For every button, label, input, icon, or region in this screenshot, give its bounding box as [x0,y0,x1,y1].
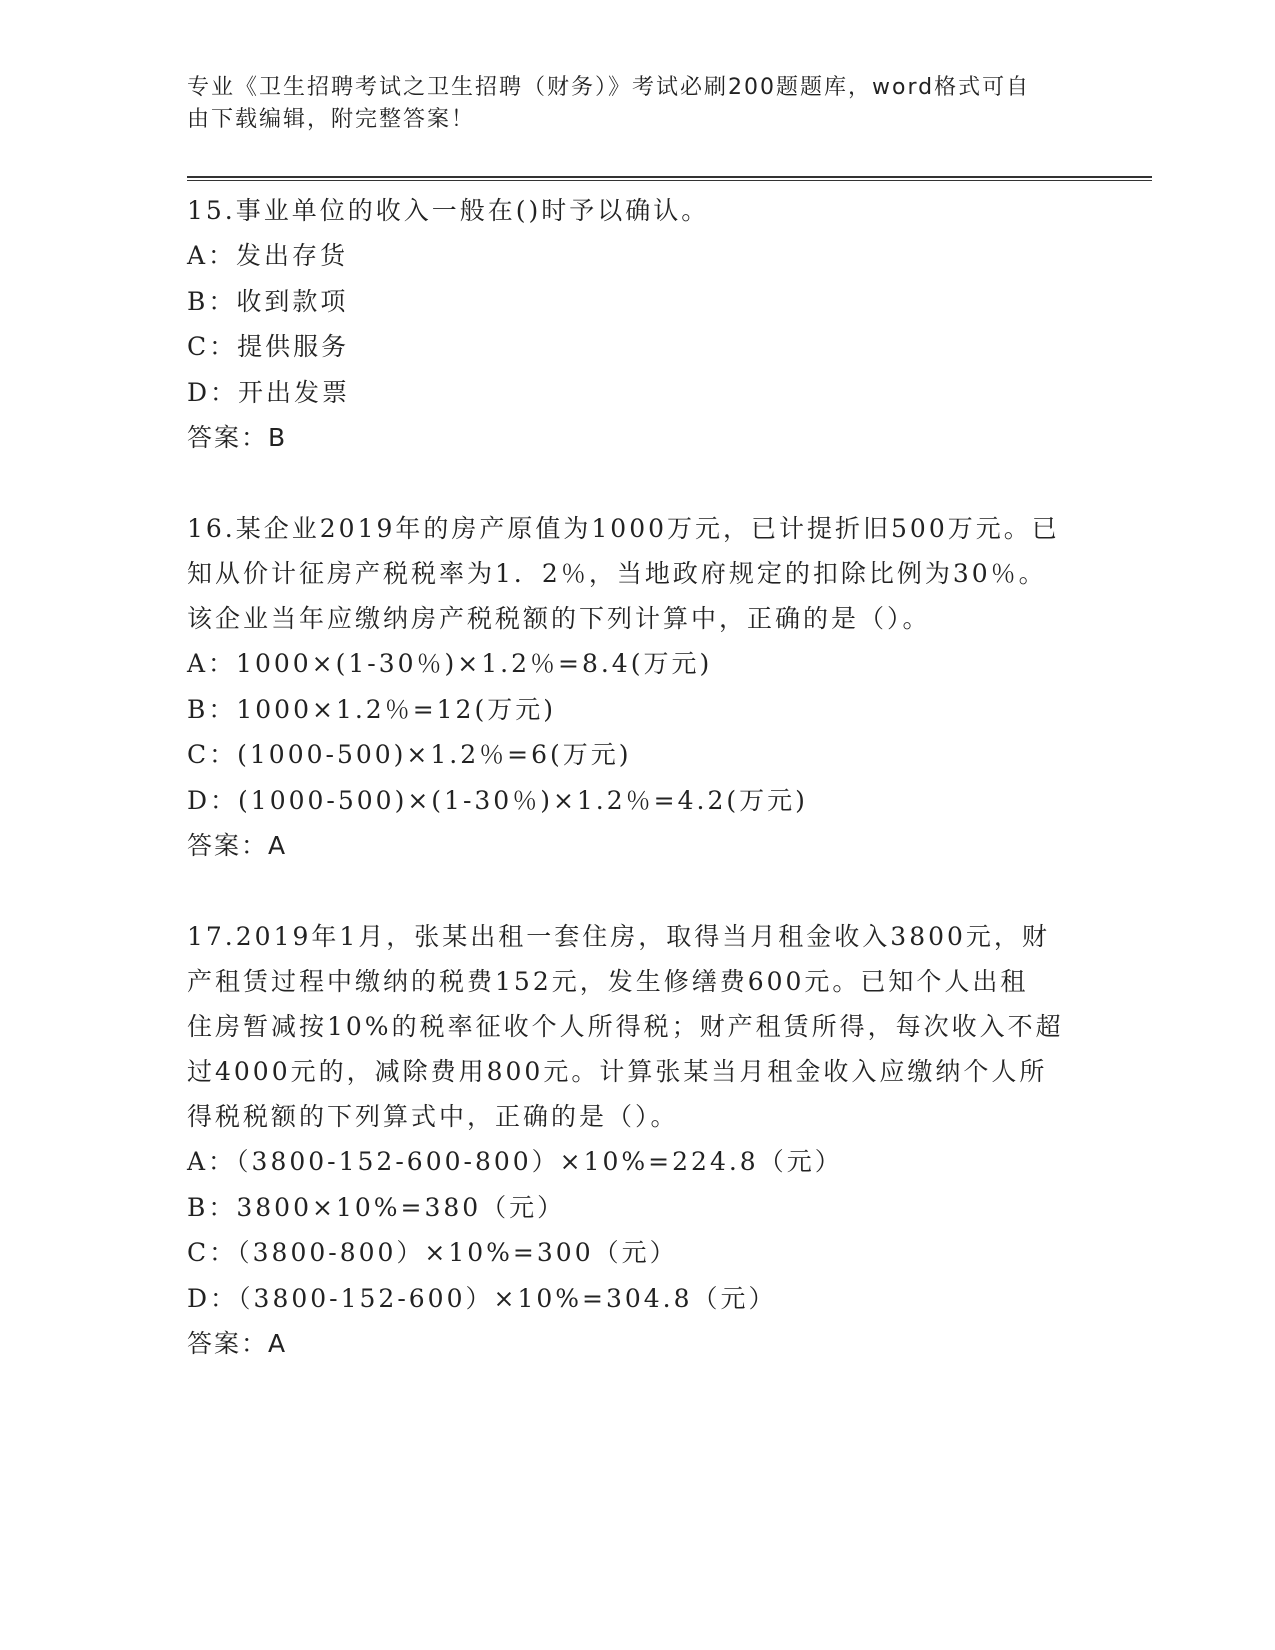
option-b: B：收到款项 [187,286,349,316]
option-b: B：3800×10%=380（元） [187,1192,566,1222]
question-stem-line-5: 得税税额的下列算式中，正确的是（）。 [187,1102,679,1131]
question-stem-line-3: 住房暂减按10%的税率征收个人所得税；财产租赁所得，每次收入不超 [187,1012,1064,1041]
option-a: A：（3800-152-600-800）×10%=224.8（元） [187,1147,843,1176]
document-header [187,72,1087,136]
question-15 [187,188,1087,460]
option-c: C：(1000-500)×1.2％=6(万元) [187,740,632,769]
question-17 [187,914,1087,1366]
question-stem: 15.事业单位的收入一般在()时予以确认。 [187,196,710,225]
answer-line: 答案：B [187,423,288,452]
header-line-1: 专业《卫生招聘考试之卫生招聘（财务）》考试必刷200题题库，word格式可自 [187,75,1031,100]
question-stem-line-1: 16.某企业2019年的房产原值为1000万元，已计提折旧500万元。已 [187,514,1060,543]
question-stem-line-3: 该企业当年应缴纳房产税税额的下列计算中，正确的是（）。 [187,604,931,633]
header-divider [187,176,1152,181]
option-d: D：(1000-500)×(1-30％)×1.2％=4.2(万元) [187,785,808,815]
answer-line: 答案：A [187,831,288,860]
option-d: D：开出发票 [187,377,351,407]
option-a: A：发出存货 [187,241,349,270]
answer-line: 答案：A [187,1329,288,1358]
question-stem-line-2: 知从价计征房产税税率为1．2％，当地政府规定的扣除比例为30％。 [187,559,1047,588]
question-stem-line-1: 17.2019年1月，张某出租一套住房，取得当月租金收入3800元，财 [187,922,1050,951]
option-d: D：（3800-152-600）×10%=304.8（元） [187,1283,777,1313]
option-c: C：提供服务 [187,332,350,361]
question-16 [187,506,1087,868]
header-line-2: 由下载编辑，附完整答案！ [187,107,476,132]
option-c: C：（3800-800）×10%=300（元） [187,1238,678,1267]
question-stem-line-4: 过4000元的，减除费用800元。计算张某当月租金收入应缴纳个人所 [187,1057,1048,1086]
option-a: A：1000×(1-30％)×1.2％=8.4(万元) [187,649,713,678]
option-b: B：1000×1.2％=12(万元) [187,694,556,724]
question-stem-line-2: 产租赁过程中缴纳的税费152元，发生修缮费600元。已知个人出租 [187,967,1029,996]
